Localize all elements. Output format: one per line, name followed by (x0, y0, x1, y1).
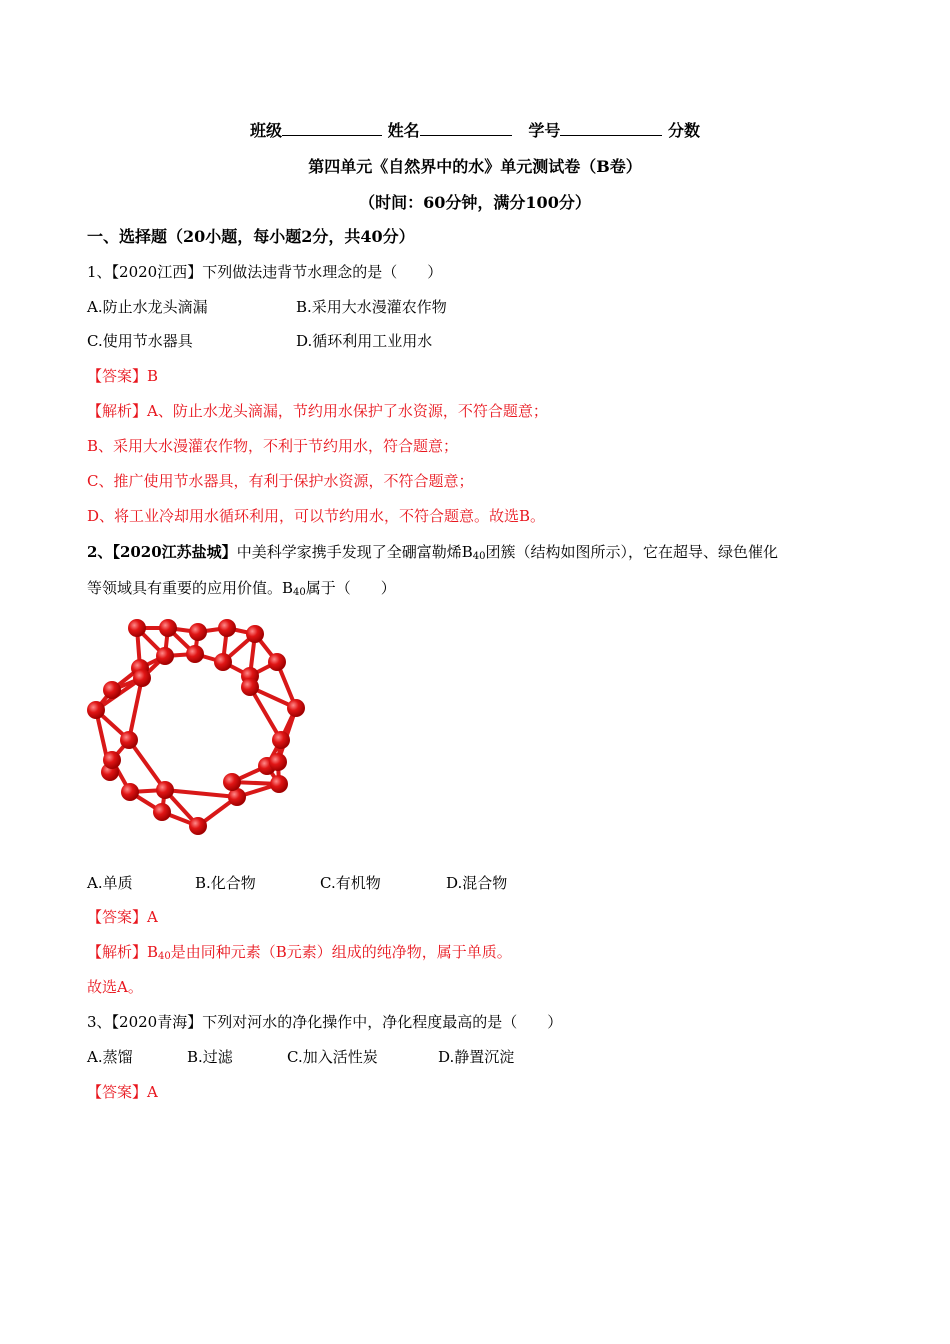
boron-atom-9 (156, 647, 174, 665)
boron-atom-22 (121, 783, 139, 801)
boron-atom-5 (268, 653, 286, 671)
q2-text-d: 属于（ ） (305, 579, 396, 597)
q3-number: 3、 (87, 1013, 112, 1031)
question-2-stem (87, 542, 778, 562)
boron-atom-4 (246, 625, 264, 643)
id-blank[interactable] (560, 119, 662, 136)
name-label: 姓名 (387, 121, 420, 140)
score-label: 分数 (667, 121, 700, 140)
q1-text: 下列做法违背节水理念的是（ ） (202, 263, 443, 281)
section-heading: 一、选择题（20小题，每小题2分，共40分） (87, 227, 415, 246)
boron-atom-24 (120, 731, 138, 749)
name-blank[interactable] (420, 119, 512, 136)
q2-text-a: 中美科学家携手发现了全硼富勒烯B (236, 543, 473, 561)
q2-conclusion: 故选A。 (87, 978, 143, 996)
q2-option-d: D.混合物 (446, 874, 508, 892)
q2-analysis-sub: 40 (158, 951, 171, 962)
boron-atom-26 (156, 781, 174, 799)
q1-option-b: B.采用大水漫灌农作物 (296, 298, 447, 316)
page-title: 第四单元《自然界中的水》单元测试卷（B卷） (308, 157, 642, 176)
boron-atom-15 (287, 699, 305, 717)
boron-atom-8 (186, 645, 204, 663)
q1-source: 【2020江西】 (111, 263, 203, 281)
boron-atom-13 (133, 669, 151, 687)
boron-atom-14 (241, 678, 259, 696)
boron-atom-12 (87, 701, 105, 719)
q2-subscript: 40 (472, 551, 486, 562)
id-label: 学号 (528, 121, 561, 140)
q3-text: 下列对河水的净化操作中，净化程度最高的是（ ） (202, 1013, 563, 1031)
boron-atom-2 (189, 623, 207, 641)
q1-option-d: D.循环利用工业用水 (296, 332, 433, 350)
q2-analysis-a: 【解析】B (87, 943, 159, 961)
question-3-stem (87, 1012, 562, 1032)
student-info-line (0, 118, 950, 141)
q1-option-c: C.使用节水器具 (87, 332, 193, 350)
q3-option-a: A.蒸馏 (87, 1048, 133, 1066)
q1-analysis-4: D、将工业冷却用水循环利用，可以节约用水，不符合题意。故选B。 (87, 507, 546, 525)
boron-atom-1 (159, 619, 177, 637)
boron-atom-28 (269, 753, 287, 771)
q2-source: 【2020江苏盐城】 (112, 543, 237, 561)
q3-option-b: B.过滤 (187, 1048, 233, 1066)
class-label: 班级 (250, 121, 283, 140)
q2-answer: 【答案】A (87, 908, 158, 926)
q1-number: 1、 (87, 263, 112, 281)
bond-34 (129, 740, 165, 790)
q1-answer: 【答案】B (87, 367, 159, 385)
boron-atom-27 (223, 773, 241, 791)
q3-source: 【2020青海】 (111, 1013, 203, 1031)
q3-option-d: D.静置沉淀 (438, 1048, 515, 1066)
boron-atom-25 (103, 751, 121, 769)
q1-option-a: A.防止水龙头滴漏 (87, 298, 208, 316)
q1-analysis-1: 【解析】A、防止水龙头滴漏，节约用水保护了水资源，不符合题意； (87, 402, 548, 420)
q3-answer: 【答案】A (87, 1083, 158, 1101)
boron-atom-18 (270, 775, 288, 793)
boron-atom-11 (103, 681, 121, 699)
q2-option-b: B.化合物 (195, 874, 256, 892)
question-1-stem (87, 262, 442, 282)
q2-analysis-b: 是由同种元素（B元素）组成的纯净物，属于单质。 (170, 943, 512, 961)
boron-atom-21 (153, 803, 171, 821)
page-subtitle: （时间：60分钟，满分100分） (359, 193, 591, 212)
b40-cluster-figure (82, 612, 312, 842)
bond-41 (165, 790, 237, 797)
boron-atom-3 (218, 619, 236, 637)
q2-option-a: A.单质 (87, 874, 133, 892)
boron-atom-0 (128, 619, 146, 637)
q2-analysis (87, 942, 512, 962)
q2-subscript-2: 40 (293, 587, 306, 598)
q3-option-c: C.加入活性炭 (287, 1048, 378, 1066)
class-blank[interactable] (282, 119, 382, 136)
q2-text-c: 等领域具有重要的应用价值。B (87, 579, 294, 597)
q2-text-b: 团簇（结构如图所示），它在超导、绿色催化 (485, 543, 778, 561)
q1-analysis-3: C、推广使用节水器具，有利于保护水资源，不符合题意； (87, 472, 474, 490)
question-2-stem-line2 (87, 578, 396, 598)
boron-atom-20 (189, 817, 207, 835)
boron-atom-16 (272, 731, 290, 749)
q2-option-c: C.有机物 (320, 874, 381, 892)
q1-analysis-2: B、采用大水漫灌农作物，不利于节约用水，符合题意； (87, 437, 459, 455)
boron-atom-7 (214, 653, 232, 671)
q2-number: 2、 (87, 543, 113, 561)
